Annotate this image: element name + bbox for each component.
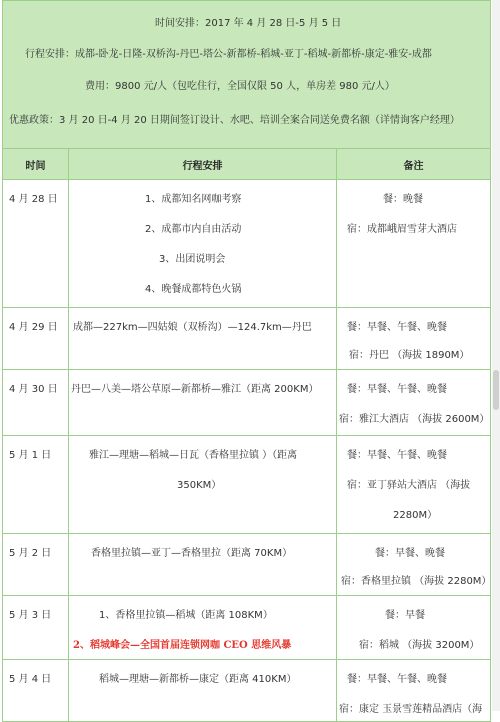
note-lodging: 宿：雅江大酒店 （海拔 2600M） <box>339 414 490 425</box>
note-lodging-continued: 2280M） <box>393 510 438 521</box>
trip-policy: 优惠政策：3 月 20 日-4 月 20 日期间签订设计、水吧、培训全案合同送免费名额（详情询客户经理） <box>9 115 460 126</box>
scrollbar-thumb[interactable] <box>493 370 499 410</box>
vertical-scrollbar[interactable] <box>492 0 500 711</box>
note-lodging: 宿：亚丁驿站大酒店 （海拔 <box>347 480 471 491</box>
row-itinerary <box>69 370 337 436</box>
note-meal: 餐：早餐 <box>385 610 425 621</box>
column-header-time: 时间 <box>3 149 69 180</box>
note-lodging: 宿：丹巴 （海拔 1890M） <box>349 350 470 361</box>
trip-time: 时间安排：2017 年 4 月 28 日-5 月 5 日 <box>155 18 342 29</box>
itinerary-highlight-summit: 2、稻城峰会—全国首届连锁网咖 CEO 思维风暴 <box>73 640 292 651</box>
itinerary-document <box>2 0 490 722</box>
note-meal: 餐：早餐、晚餐 <box>375 548 445 559</box>
column-header-row <box>3 149 491 180</box>
row-notes <box>337 534 491 596</box>
trip-route: 行程安排：成都-卧龙-日隆-双桥沟-丹巴-塔公-新都桥-稻城-亚丁-稻城-新都桥-康定-雅安-成都 <box>25 49 432 60</box>
row-date: 4 月 28 日 <box>3 180 69 308</box>
itinerary-line: 1、成都知名网咖考察 <box>145 194 242 205</box>
row-date: 4 月 30 日 <box>3 370 69 436</box>
itinerary-table <box>2 0 491 722</box>
itinerary-line: 3、出团说明会 <box>159 254 226 265</box>
row-date: 5 月 1 日 <box>3 436 69 534</box>
table-row <box>3 436 491 534</box>
note-lodging: 宿：成都峨眉雪芽大酒店 <box>347 224 457 235</box>
row-itinerary <box>69 308 337 370</box>
itinerary-line: 1、香格里拉镇—稻城（距离 108KM） <box>99 610 273 621</box>
itinerary-line: 丹巴—八美—塔公草原—新都桥—雅江（距离 200KM） <box>71 384 319 395</box>
row-date: 4 月 29 日 <box>3 308 69 370</box>
note-lodging: 宿：稻城 （海拔 3200M） <box>359 640 480 651</box>
itinerary-line: 雅江—理塘—稻城—日瓦（香格里拉镇 ）（距离 <box>89 450 298 461</box>
itinerary-line: 成都—227km—四姑娘（双桥沟）—124.7km—丹巴 <box>73 322 312 333</box>
table-row <box>3 596 491 660</box>
column-header-itinerary: 行程安排 <box>69 149 337 180</box>
note-meal: 餐：早餐、午餐、晚餐 <box>347 322 447 333</box>
itinerary-line: 2、成都市内自由活动 <box>145 224 242 235</box>
row-notes <box>337 596 491 660</box>
row-notes <box>337 180 491 308</box>
row-itinerary <box>69 596 337 660</box>
row-notes <box>337 370 491 436</box>
table-row <box>3 534 491 596</box>
note-meal: 餐：早餐、午餐、晚餐 <box>347 384 447 395</box>
row-notes <box>337 436 491 534</box>
table-row <box>3 370 491 436</box>
note-meal: 餐：早餐、午餐、晚餐 <box>347 450 447 461</box>
note-lodging: 宿：香格里拉镇 （海拔 2280M） <box>341 576 492 587</box>
itinerary-line: 稻城—理塘—新都桥—康定（距离 410KM） <box>99 674 297 685</box>
itinerary-line: 350KM） <box>177 480 222 491</box>
row-notes <box>337 308 491 370</box>
table-row <box>3 308 491 370</box>
row-itinerary <box>69 660 337 722</box>
row-itinerary <box>69 534 337 596</box>
row-itinerary <box>69 436 337 534</box>
trip-info-header <box>3 1 491 149</box>
note-meal: 餐：早餐、午餐、晚餐 <box>347 674 447 685</box>
row-date: 5 月 3 日 <box>3 596 69 660</box>
note-lodging: 宿：康定 玉景雪莲精品酒店（海 <box>339 704 483 715</box>
itinerary-line: 香格里拉镇—亚丁—香格里拉（距离 70KM） <box>91 548 293 559</box>
row-date: 5 月 2 日 <box>3 534 69 596</box>
row-notes <box>337 660 491 722</box>
table-row <box>3 660 491 722</box>
trip-fee: 费用：9800 元/人（包吃住行，全国仅限 50 人，单房差 980 元/人） <box>85 81 395 92</box>
itinerary-line: 4、晚餐成都特色火锅 <box>145 284 242 295</box>
note-meal: 餐：晚餐 <box>383 194 423 205</box>
column-header-notes: 备注 <box>337 149 491 180</box>
table-row <box>3 180 491 308</box>
row-itinerary <box>69 180 337 308</box>
row-date: 5 月 4 日 <box>3 660 69 722</box>
